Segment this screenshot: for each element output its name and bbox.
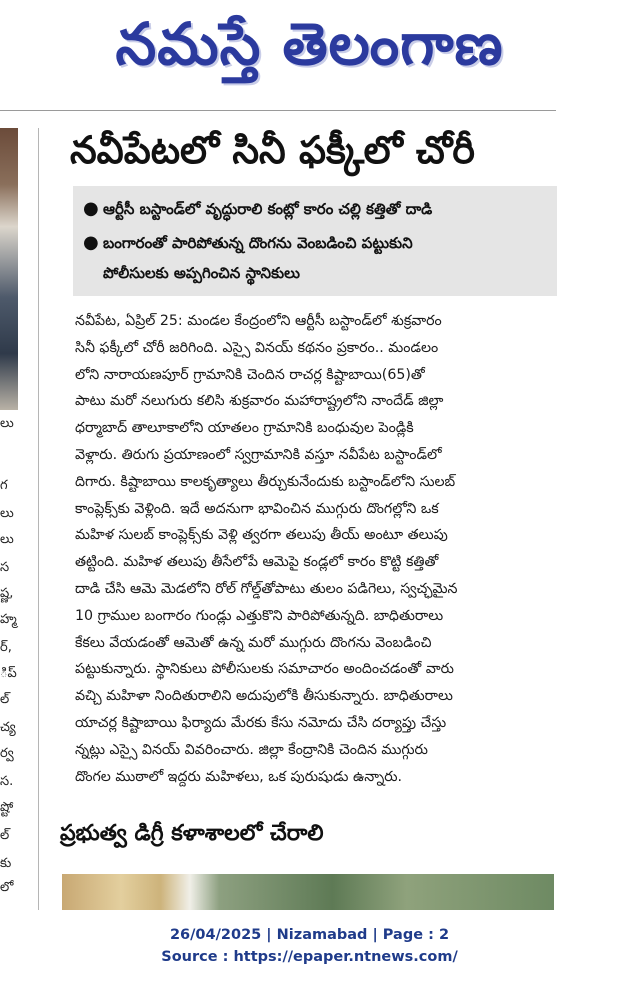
left-text-fragment: ర్వ xyxy=(0,746,14,761)
body-line: పాటు మరో నలుగురు కలిసి శుక్రవారం మహారాష్ట్రలోని నాందేడ్ జిల్లా xyxy=(75,393,444,410)
body-line: పట్టుకున్నారు. స్థానికులు పోలీసులకు సమాచారం అందించడంతో వారు xyxy=(75,661,454,678)
left-text-fragment: ల్ xyxy=(0,828,10,843)
body-line: కాంప్లెక్స్‌కు వెళ్లింది. ఇదే అదనుగా భావించిన ముగ్గురు దొంగల్లోని ఒక xyxy=(75,500,439,517)
body-line: సినీ ఫక్కీలో చోరీ జరిగింది. ఎస్సై వినయ్ కథనం ప్రకారం.. మండలం xyxy=(75,339,439,356)
left-photo-fragment xyxy=(0,128,18,410)
left-text-fragment: ర్, xyxy=(0,640,12,655)
body-line: దొంగల ముఠాలో ఇద్దరు మహిళలు, ఒక పురుషుడు ఉన్నారు. xyxy=(75,768,403,785)
body-line: తట్టింది. మహిళ తలుపు తీసేలోపే ఆమెపై కండ్లలో కారం కొట్టి కత్తితో xyxy=(75,554,439,571)
footer xyxy=(0,924,619,968)
masthead xyxy=(0,0,619,96)
subhead-text: ఆర్టీసీ బస్టాండ్‌లో వృద్ధురాలి కంట్లో కారం చల్లి కత్తితో దాడి xyxy=(103,200,433,218)
body-line: నవీపేట, ఏప్రిల్ 25: మండల కేంద్రంలోని ఆర్టీసీ బస్టాండ్‌లో శుక్రవారం xyxy=(75,313,442,329)
footer-source-link[interactable]: Source : https://epaper.ntnews.com/ xyxy=(161,949,458,965)
left-text-fragment: లు xyxy=(0,416,14,431)
column-divider xyxy=(38,128,39,910)
left-text-fragment: గ xyxy=(0,478,8,493)
body-line: లోని నారాయణపూర్ గ్రామానికి చెందిన రాచర్ల కిష్టాబాయి(65)తో xyxy=(75,366,425,383)
body-line: ధర్మాబాద్ తాలూకాలోని యాతలం గ్రామానికి బంధువుల పెండ్లికి xyxy=(75,420,414,437)
body-line: 10 గ్రాముల బంగారం గుండ్లు ఎత్తుకొని పారిపోతున్నది. బాధితురాలు xyxy=(75,607,444,624)
left-text-fragment: స xyxy=(0,560,10,575)
body-line: దాడి చేసి ఆమె మెడలోని రోల్ గోల్డ్‌తోపాటు తులం పడిగెలు, స్వచ్ఛమైన xyxy=(75,580,458,597)
article-headline: నవీపేటలో సినీ ఫక్కీలో చోరీ xyxy=(70,128,475,172)
body-line: మహిళ సులబ్ కాంప్లెక్స్‌కు వెళ్లి త్వరగా తలుపు తీయ్ అంటూ తలుపు xyxy=(75,527,448,544)
left-text-fragment: చ్య xyxy=(0,720,16,735)
left-text-fragment: కు xyxy=(0,856,12,871)
left-text-fragment: స. xyxy=(0,774,14,789)
left-column-fragment xyxy=(0,128,22,910)
bullet-icon: ● xyxy=(83,232,99,253)
body-line: దిగారు. కిష్టాబాయి కాలకృత్యాలు తీర్చుకునేందుకు బస్టాండ్‌లోని సులబ్ xyxy=(75,473,456,490)
footer-date-edition: 26/04/2025 | Nizamabad | Page : 2 xyxy=(169,927,450,943)
left-text-fragment: లు xyxy=(0,532,14,547)
left-text-fragment: ష్ణ, xyxy=(0,586,14,601)
body-line: వచ్చి మహిళా నిందితురాలిని అదుపులోకి తీసుకున్నారు. బాధితురాలు xyxy=(75,688,453,705)
body-line: యాచర్ల కిష్టాబాయి ఫిర్యాదు మేరకు కేసు నమోదు చేసి దర్యాప్తు చేస్తు xyxy=(75,714,447,731)
subhead-text-continued: పోలీసులకు అప్పగించిన స్థానికులు xyxy=(103,264,300,282)
body-line: కేకలు వేయడంతో ఆమెతో ఉన్న మరో ముగ్గురు దొంగను వెంబడించి xyxy=(75,634,432,651)
left-text-fragment: హ్మ xyxy=(0,612,17,627)
left-text-fragment: లు xyxy=(0,506,14,521)
subhead-box xyxy=(73,186,557,296)
subhead-text: బంగారంతో పారిపోతున్న దొంగను వెంబడించి పట్టుకుని xyxy=(103,234,413,252)
left-text-fragment: ిప్ xyxy=(0,666,17,681)
top-rule xyxy=(0,110,556,111)
newspaper-logo: నమస్తే తెలంగాణ xyxy=(115,10,504,78)
second-article-headline: ప్రభుత్వ డిగ్రీ కళాశాలలో చేరాలి xyxy=(60,821,324,846)
second-article-photo xyxy=(62,874,554,910)
body-line: న్నట్లు ఎస్సై వినయ్ వివరించారు. జిల్లా కేంద్రానికి చెందిన ముగ్గురు xyxy=(75,741,428,758)
body-line: వెళ్లారు. తిరుగు ప్రయాణంలో స్వగ్రామానికి వస్తూ నవీపేట బస్టాండ్‌లో xyxy=(75,446,442,463)
left-text-fragment: ష్టో xyxy=(0,800,14,815)
bullet-icon: ● xyxy=(83,198,99,219)
article-body xyxy=(75,308,557,790)
left-text-fragment: లో xyxy=(0,880,14,895)
left-text-fragment: ల్ xyxy=(0,692,10,707)
